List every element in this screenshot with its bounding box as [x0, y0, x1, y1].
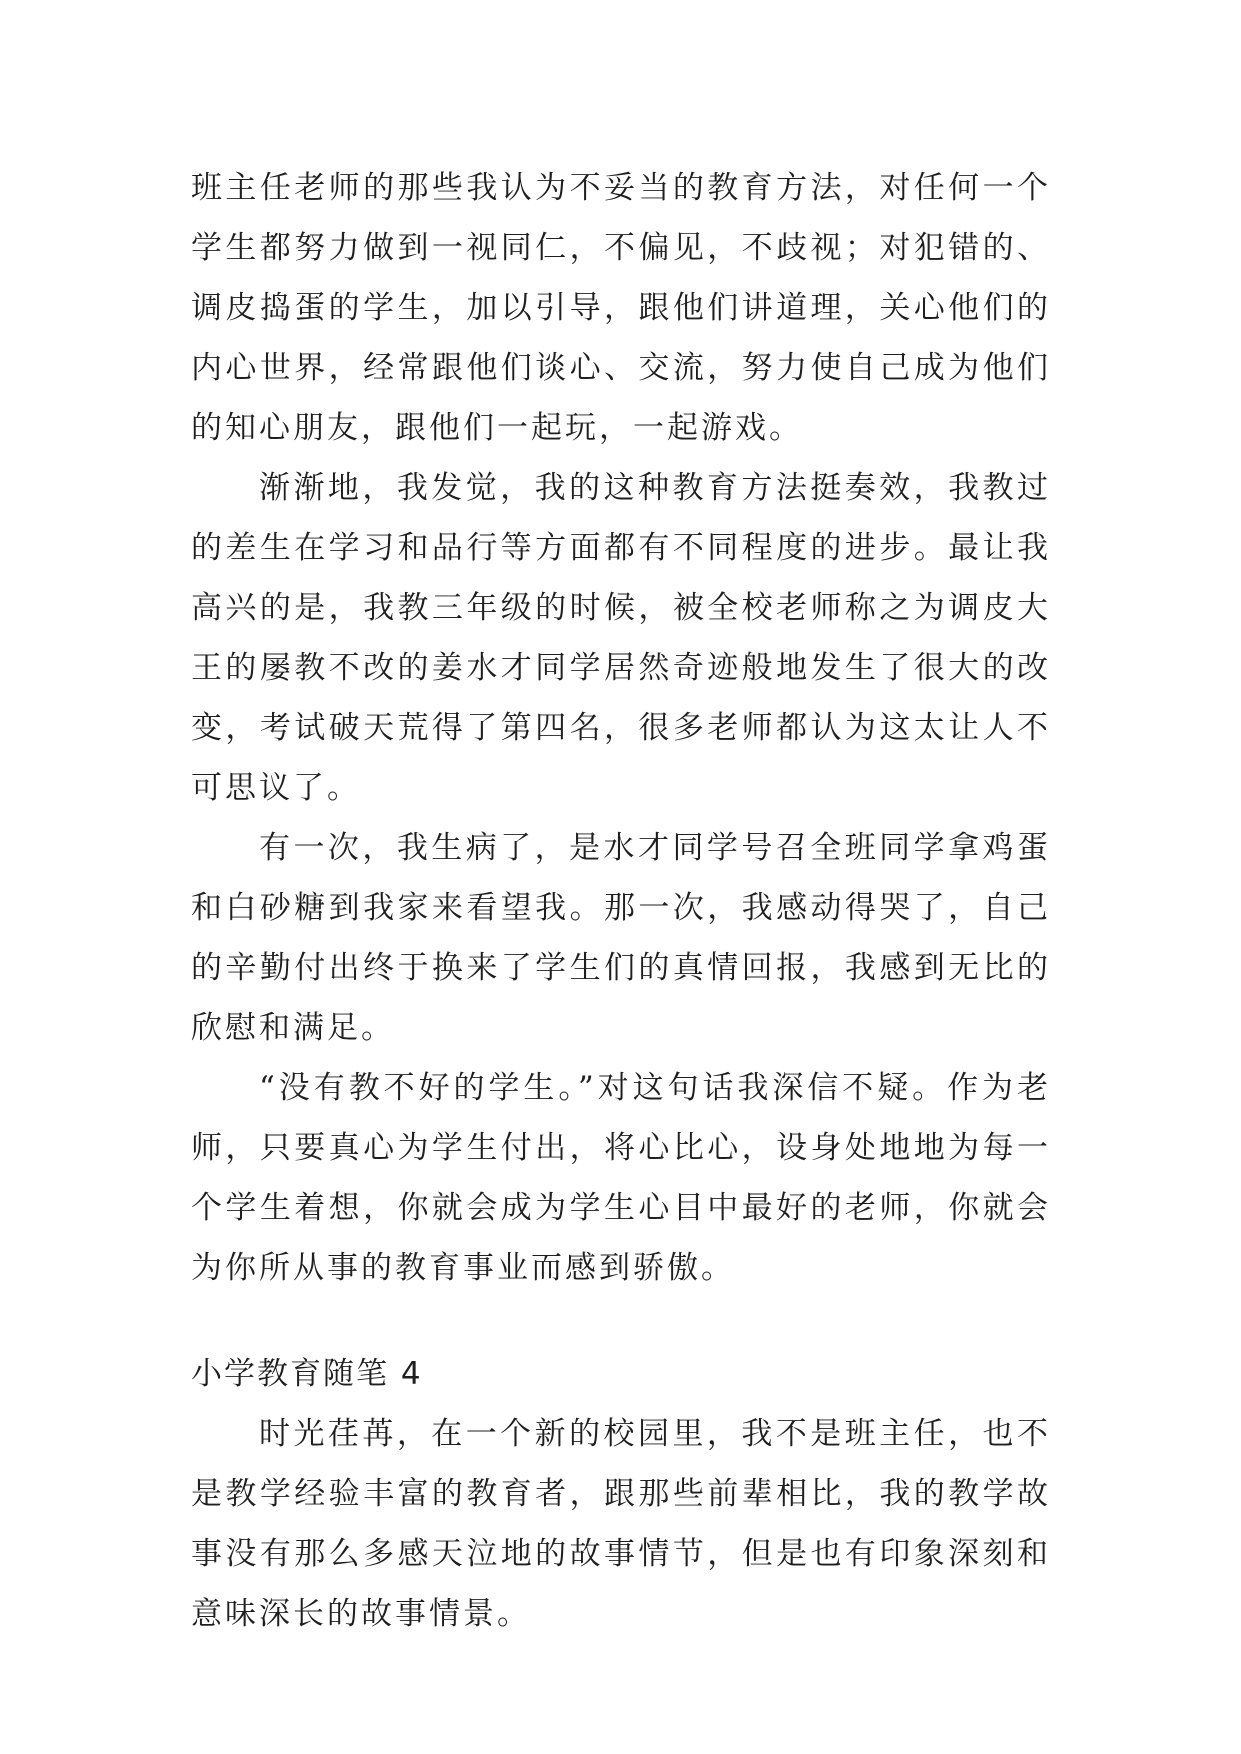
- paragraph-3: 有一次，我生病了，是水才同学号召全班同学拿鸡蛋和白砂糖到我家来看望我。那一次，我感动得哭了，自己的辛勤付出终于换来了学生们的真情回报，我感到无比的欣慰和满足。: [191, 830, 1051, 1046]
- document-body: [191, 158, 1051, 1644]
- paragraph-4: “没有教不好的学生。”对这句话我深信不疑。作为老师，只要真心为学生付出，将心比心，设身处地地为每一个学生着想，你就会成为学生心目中最好的老师，你就会为你所从事的教育事业而感到骄傲。: [191, 1070, 1051, 1286]
- paragraph-2: 渐渐地，我发觉，我的这种教育方法挺奏效，我教过的差生在学习和品行等方面都有不同程度的进步。最让我高兴的是，我教三年级的时候，被全校老师称之为调皮大王的屡教不改的姜水才同学居然奇迹般地发生了很大的改变，考试破天荒得了第四名，很多老师都认为这太让人不可思议了。: [191, 470, 1051, 806]
- paragraph-5: 时光荏苒，在一个新的校园里，我不是班主任，也不是教学经验丰富的教育者，跟那些前辈相比，我的教学故事没有那么多感天泣地的故事情节，但是也有印象深刻和意味深长的故事情景。: [191, 1416, 1051, 1632]
- section-heading: 小学教育随笔 4: [191, 1356, 423, 1392]
- paragraph-1: 班主任老师的那些我认为不妥当的教育方法，对任何一个学生都努力做到一视同仁，不偏见，不歧视；对犯错的、调皮捣蛋的学生，加以引导，跟他们讲道理，关心他们的内心世界，经常跟他们谈心、交流，努力使自己成为他们的知心朋友，跟他们一起玩，一起游戏。: [191, 170, 1051, 446]
